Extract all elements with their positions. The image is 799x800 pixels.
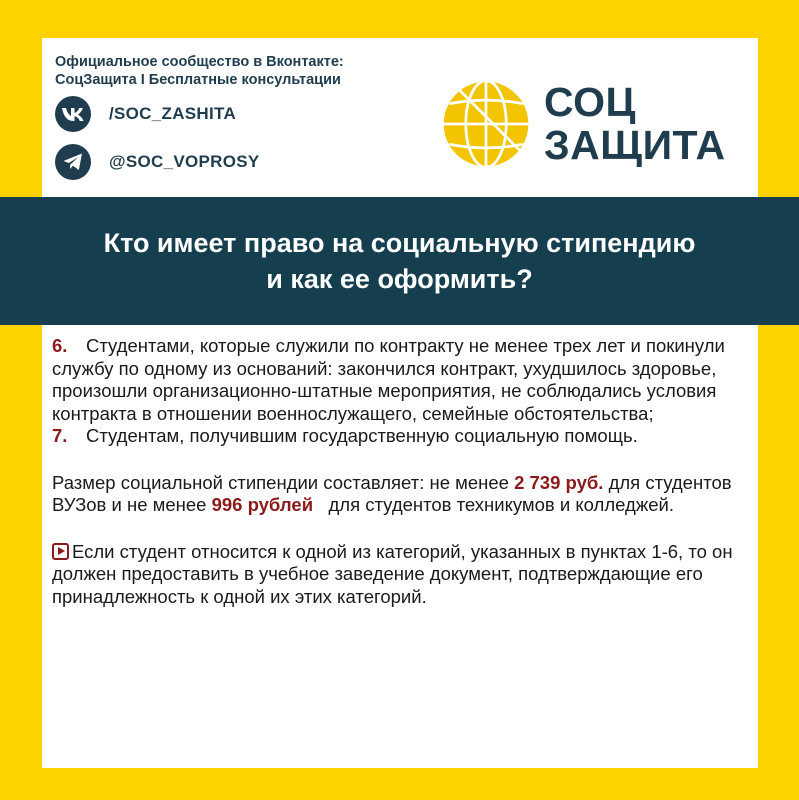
community-line-2: СоцЗащита I Бесплатные консультации [55,72,341,88]
vk-handle: /SOC_ZASHITA [109,104,237,123]
vk-link[interactable] [55,96,236,132]
telegram-icon [55,144,91,180]
vk-icon [55,96,91,132]
size-text-2: для студентов ВУЗов и не менее [52,471,732,515]
logo-line-2: ЗАЩИТА [544,122,726,168]
item-text: Студентам, получившим государственную социальную помощь. [86,425,638,446]
title-line-1: Кто имеет право на социальную стипендию [103,228,696,258]
community-info [55,53,344,89]
main-content [52,335,752,608]
item-number: 6. [52,335,68,356]
title-banner [0,197,799,325]
stipend-size-paragraph [52,472,752,517]
note-text: Если студент относится к одной из категорий, указанных в пунктах 1-6, то он должен предоставить в учебное заведение документ, подтверждающие его принадлежность к одной их этих категорий. [52,540,733,607]
list-item-6 [52,335,752,425]
amount-universities: 2 739 руб. [514,471,604,493]
telegram-handle: @SOC_VOPROSY [109,152,260,171]
size-text-3: для студентов техникумов и колледжей. [328,494,674,515]
logo-line-1: СОЦ [544,79,636,125]
item-text: Студентами, которые служили по контракту не менее трех лет и покинули службу по одному из оснований: закончился контракт, ухудшилось здоровье, произошли организационно-штатные мероприятия, не соблюдались условия контракта в отношении военнослужащего, семейные обстоятельства; [52,335,725,424]
title-line-2: и как ее оформить? [266,264,533,294]
globe-icon [440,78,532,170]
note-paragraph [52,541,752,609]
list-item-7 [52,425,752,448]
logo-text [544,81,726,167]
community-line-1: Официальное сообщество в Вконтакте: [55,54,344,70]
amount-colleges: 996 рублей [211,494,314,515]
header [42,38,758,196]
size-text-1: Размер социальной стипендии составляет: не менее [52,471,509,493]
play-arrow-icon [52,543,69,560]
page-title [20,225,780,297]
logo [440,78,726,170]
telegram-link[interactable] [55,144,260,180]
item-number: 7. [52,425,68,446]
